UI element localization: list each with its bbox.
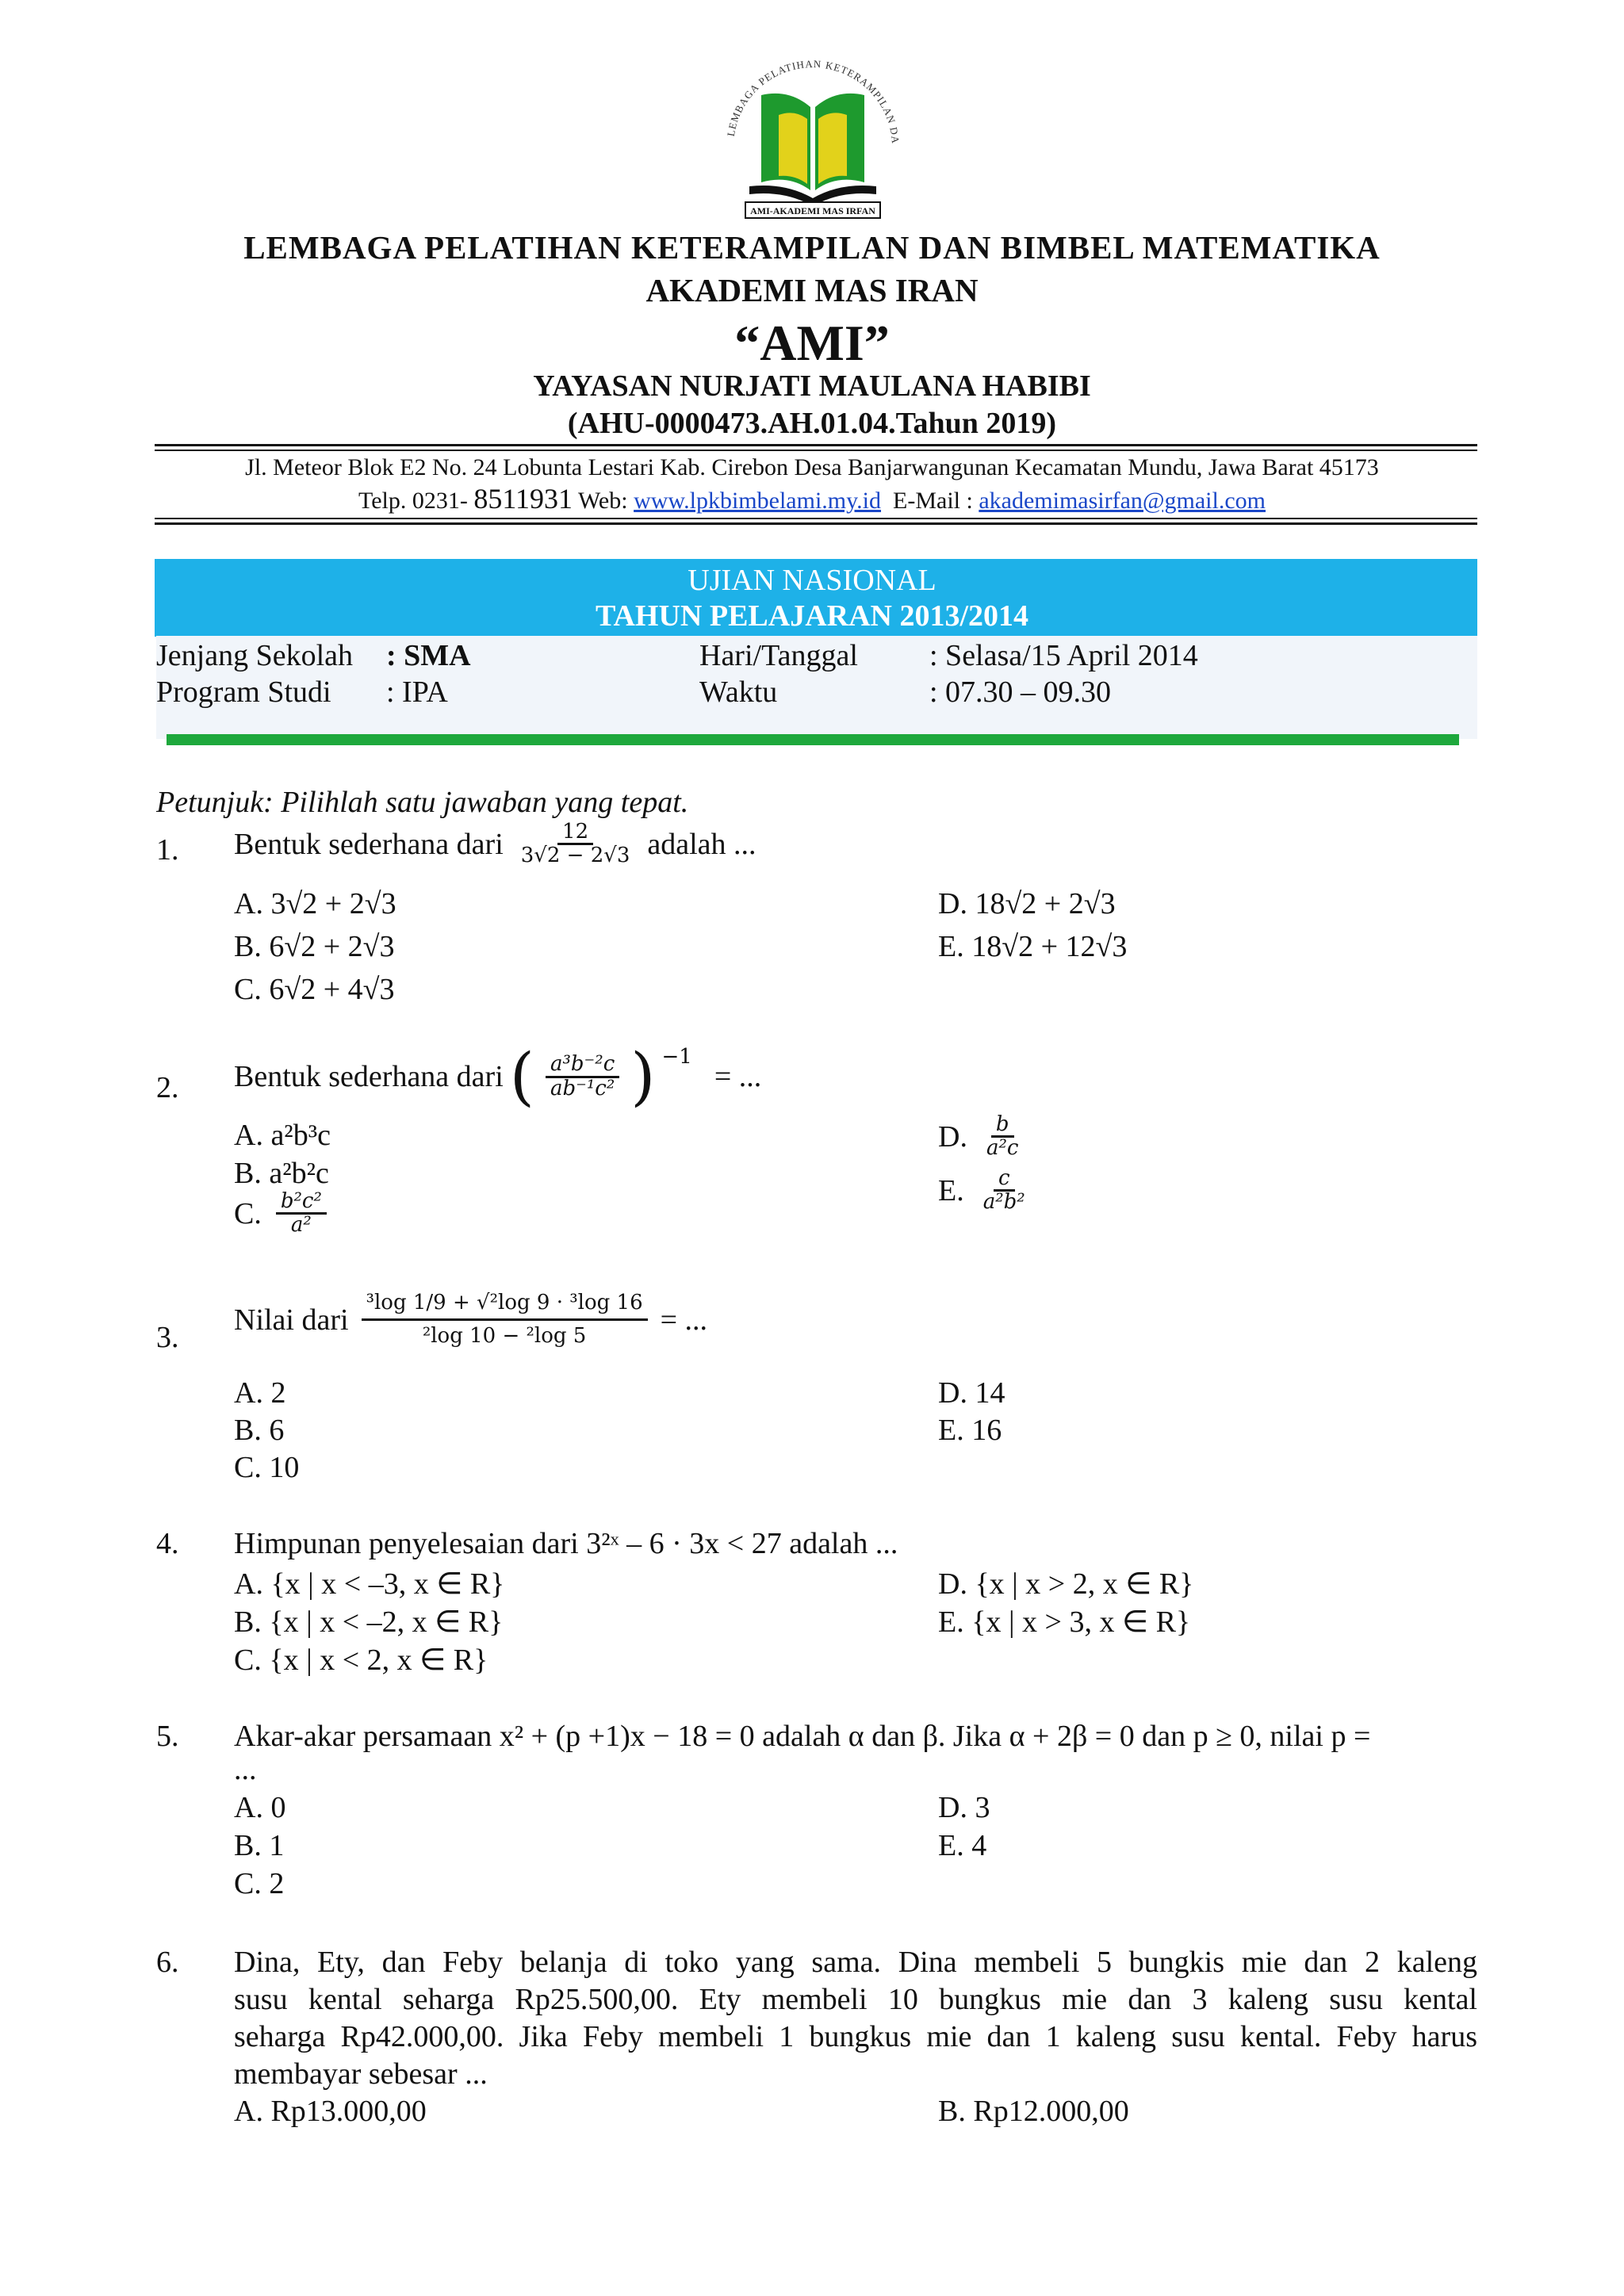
- q2-fraction: [546, 1054, 619, 1100]
- exam-year: TAHUN PELAJARAN 2013/2014: [595, 599, 1029, 633]
- q2-option-e-label: E.: [938, 1173, 964, 1207]
- q3-fraction: [362, 1292, 648, 1348]
- q6-line3: seharga Rp42.000,00. Jika Feby membeli 1 bungkus mie dan 1 kaleng susu kental. Feby harus: [234, 2020, 1477, 2053]
- q2-option-c-fraction: [276, 1191, 327, 1237]
- q5-option-d[interactable]: D. 3: [938, 1791, 990, 1824]
- header-address: Jl. Meteor Blok E2 No. 24 Lobunta Lestari Kab. Cirebon Desa Banjarwangunan Kecamatan Mundu, Jawa Barat 45173: [245, 454, 1379, 480]
- header-registration: (AHU-0000473.AH.01.04.Tahun 2019): [567, 407, 1057, 440]
- q2-e-num: c: [994, 1168, 1015, 1192]
- q6-option-a[interactable]: A. Rp13.000,00: [234, 2095, 427, 2128]
- waktu-value: : 07.30 – 09.30: [929, 675, 1112, 709]
- q1-option-c[interactable]: C. 6√2 + 4√3: [234, 973, 395, 1006]
- q3-option-a[interactable]: A. 2: [234, 1376, 286, 1410]
- waktu-label: Waktu: [699, 675, 778, 709]
- book-logo-icon: [706, 40, 920, 222]
- q4-number: 4.: [156, 1527, 179, 1560]
- logo-arc-text: LEMBAGA PELATIHAN KETERAMPILAN DA: [724, 57, 902, 145]
- q3-frac-num: ³log 1/9 + √²log 9 · ³log 16: [362, 1292, 648, 1321]
- q1-text: Bentuk sederhana dari: [234, 827, 504, 861]
- jenjang-label: Jenjang Sekolah: [156, 639, 354, 672]
- q2-option-a[interactable]: A. a²b³c: [234, 1119, 331, 1152]
- q5-option-b[interactable]: B. 1: [234, 1829, 285, 1862]
- instructions: Petunjuk: Pilihlah satu jawaban yang tepat.: [156, 786, 689, 819]
- q5-option-a[interactable]: A. 0: [234, 1791, 286, 1824]
- header-foundation: YAYASAN NURJATI MAULANA HABIBI: [533, 369, 1091, 403]
- q3-option-c[interactable]: C. 10: [234, 1451, 300, 1484]
- q4-option-a[interactable]: A. {x | x < –3, x ∈ R}: [234, 1567, 505, 1601]
- q5-text-cont: ...: [234, 1753, 257, 1786]
- q2-option-e-fraction: [979, 1168, 1030, 1214]
- q3-frac-den: ²log 10 − ²log 5: [422, 1324, 587, 1349]
- q2-frac-den: ab⁻¹c²: [550, 1076, 615, 1100]
- green-rule: [167, 734, 1459, 745]
- q1-option-b[interactable]: B. 6√2 + 2√3: [234, 930, 395, 963]
- exam-title: UJIAN NASIONAL: [688, 564, 936, 597]
- q1-frac-den: 3√2 − 2√3: [520, 844, 630, 868]
- q1-option-d[interactable]: D. 18√2 + 2√3: [938, 887, 1116, 920]
- telp-number: 8511931: [473, 483, 573, 515]
- web-label: Web:: [578, 488, 628, 514]
- q1-option-a[interactable]: A. 3√2 + 2√3: [234, 887, 396, 920]
- q2-exponent: −1: [661, 1045, 692, 1069]
- header-ami: “AMI”: [734, 315, 890, 371]
- institution-logo: [706, 40, 920, 222]
- header-rule-bottom2: [155, 522, 1477, 525]
- email-label: E-Mail :: [893, 488, 973, 514]
- q2-d-num: b: [991, 1114, 1014, 1138]
- jenjang-value: : SMA: [386, 639, 471, 672]
- q5-number: 5.: [156, 1720, 179, 1753]
- q1-fraction: [516, 821, 635, 867]
- hari-value: : Selasa/15 April 2014: [929, 639, 1198, 672]
- q2-option-e[interactable]: [938, 1168, 1035, 1214]
- q2-e-den: a²b²: [982, 1190, 1025, 1215]
- logo-banner-text: AMI-AKADEMI MAS IRFAN: [750, 205, 875, 216]
- q2-option-d-fraction: [982, 1114, 1024, 1160]
- q5-text: Akar-akar persamaan x² + (p +1)x − 18 = 0 adalah α dan β. Jika α + 2β = 0 dan p ≥ 0, nilai p =: [234, 1720, 1371, 1753]
- program-label: Program Studi: [156, 675, 331, 709]
- web-link[interactable]: www.lpkbimbelami.my.id: [634, 488, 882, 514]
- q3-option-e[interactable]: E. 16: [938, 1414, 1002, 1447]
- q2-c-num: b²c²: [276, 1191, 327, 1215]
- q2-number: 2.: [156, 1071, 179, 1104]
- q1-number: 1.: [156, 833, 179, 867]
- q2-frac-num: a³b⁻²c: [546, 1054, 619, 1077]
- q2-c-den: a²: [290, 1213, 312, 1238]
- q2-option-d-label: D.: [938, 1119, 967, 1154]
- q4-option-c[interactable]: C. {x | x < 2, x ∈ R}: [234, 1644, 488, 1677]
- q2-option-b[interactable]: B. a²b²c: [234, 1157, 329, 1190]
- header-rule-top: [155, 444, 1477, 446]
- q6-number: 6.: [156, 1946, 179, 1979]
- q1-text-after: adalah ...: [647, 827, 756, 861]
- q1-frac-num: 12: [557, 821, 593, 845]
- q4-text: Himpunan penyelesaian dari 3²ˣ – 6 · 3x < 27 adalah ...: [234, 1527, 898, 1560]
- header-rule-bottom: [155, 518, 1477, 519]
- q6-option-b[interactable]: B. Rp12.000,00: [938, 2095, 1129, 2128]
- hari-label: Hari/Tanggal: [699, 639, 858, 672]
- q5-option-e[interactable]: E. 4: [938, 1829, 987, 1862]
- q2-d-den: a²c: [986, 1136, 1019, 1161]
- q4-option-d[interactable]: D. {x | x > 2, x ∈ R}: [938, 1567, 1194, 1601]
- header-academy-name: AKADEMI MAS IRAN: [645, 272, 979, 308]
- email-link[interactable]: akademimasirfan@gmail.com: [979, 488, 1266, 514]
- q2-stem: Bentuk sederhana dari ( $\frac{\text{a³b⁻²c}}{\text{ab⁻¹c²}}$ ) −1 = ...: [234, 1039, 762, 1113]
- q3-text: Nilai dari: [234, 1303, 349, 1337]
- q3-option-b[interactable]: B. 6: [234, 1414, 285, 1447]
- header-contact: [0, 482, 1624, 515]
- q2-text-after: = ...: [714, 1060, 762, 1093]
- q4-option-b[interactable]: B. {x | x < –2, x ∈ R}: [234, 1605, 504, 1639]
- q3-text-after: = ...: [660, 1303, 708, 1337]
- q6-line2: susu kental seharga Rp25.500,00. Ety membeli 10 bungkus mie dan 3 kaleng susu kental: [234, 1983, 1477, 2016]
- q1-stem: [234, 821, 756, 867]
- q6-line1: Dina, Ety, dan Feby belanja di toko yang sama. Dina membeli 5 bungkis mie dan 2 kaleng: [234, 1946, 1477, 1979]
- telp-label: Telp. 0231-: [358, 488, 468, 514]
- q4-option-e[interactable]: E. {x | x > 3, x ∈ R}: [938, 1605, 1191, 1639]
- q3-stem: [234, 1292, 707, 1348]
- q3-number: 3.: [156, 1321, 179, 1354]
- q2-text: Bentuk sederhana dari: [234, 1060, 504, 1093]
- q2-option-c-label: C.: [234, 1196, 262, 1230]
- header-rule-top2: [155, 450, 1477, 451]
- q3-option-d[interactable]: D. 14: [938, 1376, 1005, 1410]
- header-institution-name: LEMBAGA PELATIHAN KETERAMPILAN DAN BIMBEL MATEMATIKA: [243, 229, 1381, 266]
- q2-option-d[interactable]: [938, 1114, 1028, 1160]
- program-value: : IPA: [386, 675, 448, 709]
- q2-option-c[interactable]: [234, 1191, 331, 1237]
- q6-line4: membayar sebesar ...: [234, 2057, 488, 2091]
- q1-option-e[interactable]: E. 18√2 + 12√3: [938, 930, 1128, 963]
- q5-option-c[interactable]: C. 2: [234, 1867, 285, 1900]
